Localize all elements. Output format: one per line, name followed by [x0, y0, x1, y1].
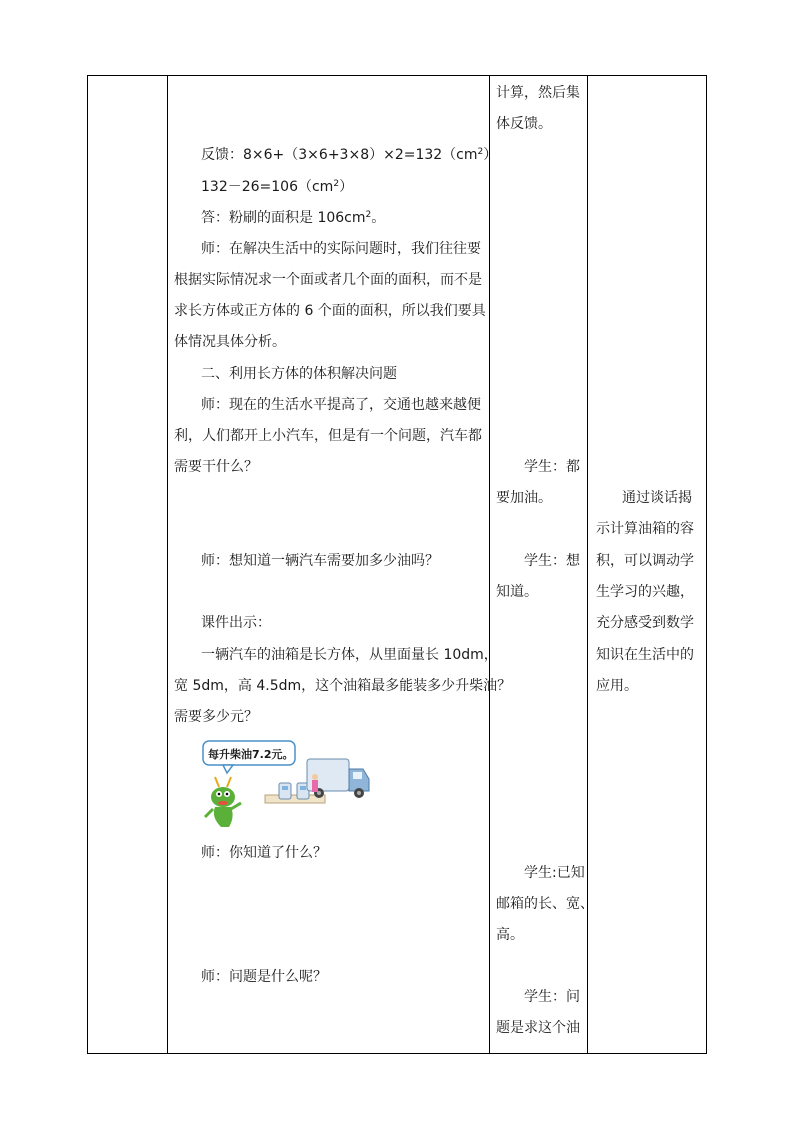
problem-text: 宽 5dm，高 4.5dm，这个油箱最多能装多少升柴油？: [174, 678, 512, 694]
intent-text: 知识在生活中的: [596, 647, 694, 663]
answer-line: 答：粉刷的面积是 $106cm^2$。: [201, 210, 386, 226]
student-text: 学生:已知: [524, 865, 585, 881]
fuel-station-illustration: [201, 737, 371, 829]
student-text: 邮箱的长、宽、: [496, 896, 594, 912]
intent-text: 应用。: [596, 678, 638, 694]
intent-text: 示计算油箱的容: [596, 521, 694, 537]
intent-text: 积，可以调动学: [596, 553, 694, 569]
teacher-text: 利，人们都开上小汽车，但是有一个问题，汽车都: [174, 428, 482, 444]
teacher-text: 体情况具体分析。: [174, 334, 286, 350]
intent-text: 通过谈话揭: [622, 490, 692, 506]
student-text: 高。: [496, 927, 524, 943]
student-text: 知道。: [496, 584, 538, 600]
teacher-text: 师：问题是什么呢？: [201, 969, 327, 985]
teacher-text: 根据实际情况求一个面或者几个面的面积，而不是: [174, 272, 482, 288]
teacher-text: 师：想知道一辆汽车需要加多少油吗？: [201, 553, 439, 569]
student-text: 学生：想: [524, 553, 580, 569]
bubble-text: 每升柴油7.2元。: [208, 748, 294, 761]
teacher-text: 师：你知道了什么？: [201, 845, 327, 861]
section-heading: 二、利用长方体的体积解决问题: [201, 366, 397, 382]
teacher-text: 师：在解决生活中的实际问题时，我们往往要: [201, 241, 481, 257]
teacher-text: 师：现在的生活水平提高了，交通也越来越便: [201, 397, 481, 413]
column-divider: [489, 76, 490, 1053]
calc-line: $132-26=106(cm^2)$: [201, 179, 354, 195]
problem-text: 需要多少元？: [174, 709, 258, 725]
student-text: 题是求这个油: [496, 1020, 580, 1036]
student-text: 体反馈。: [496, 116, 552, 132]
student-text: 计算，然后集: [496, 85, 580, 101]
student-text: 学生：问: [524, 989, 580, 1005]
intent-text: 生学习的兴趣，: [596, 584, 694, 600]
intent-text: 充分感受到数学: [596, 615, 694, 631]
teacher-text: 求长方体或正方体的 6 个面的面积，所以我们要具: [174, 303, 486, 319]
student-text: 学生：都: [524, 459, 580, 475]
teacher-text: 需要干什么？: [174, 459, 258, 475]
student-text: 要加油。: [496, 490, 552, 506]
courseware-label: 课件出示：: [201, 615, 271, 631]
problem-text: 一辆汽车的油箱是长方体，从里面量长 10dm，: [201, 647, 498, 663]
column-divider: [167, 76, 168, 1053]
feedback-line: 反馈：$8\times 6+(3\times 6+3\times 8)\times 2=132(cm^2)$: [201, 147, 498, 163]
